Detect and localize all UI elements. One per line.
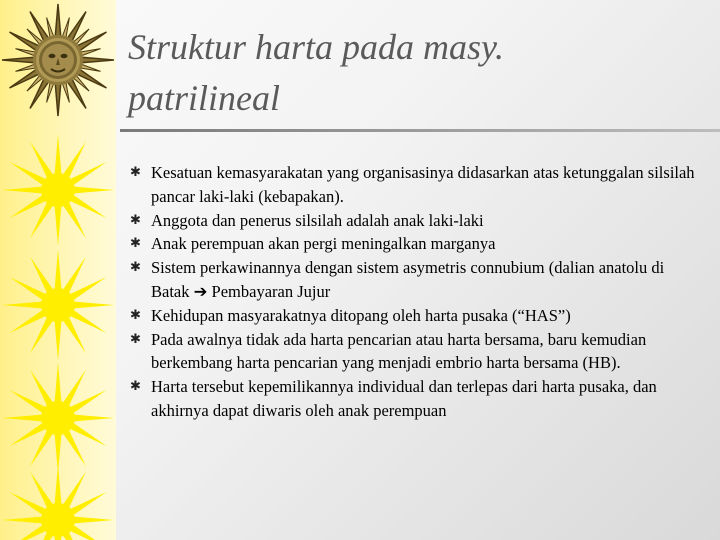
sun-icon bbox=[2, 464, 114, 540]
bullet-item bbox=[130, 232, 700, 256]
bullet-text: Anak perempuan akan pergi meningalkan marganya bbox=[151, 234, 496, 254]
asterisk-bullet-icon: ✱ bbox=[130, 212, 141, 228]
asterisk-bullet-icon: ✱ bbox=[130, 379, 141, 395]
title-divider bbox=[120, 129, 720, 132]
decorative-sidebar bbox=[0, 0, 116, 540]
asterisk-bullet-icon: ✱ bbox=[130, 307, 141, 323]
sun-face-icon bbox=[2, 4, 114, 116]
asterisk-bullet-icon: ✱ bbox=[130, 260, 141, 276]
slide-title bbox=[128, 22, 698, 124]
sun-decorations bbox=[0, 0, 116, 540]
bullet-list bbox=[130, 161, 700, 423]
bullet-item bbox=[130, 375, 700, 423]
asterisk-bullet-icon: ✱ bbox=[130, 165, 141, 180]
slide-title-line-1: Struktur harta pada masy. bbox=[128, 27, 505, 67]
bullet-item bbox=[130, 256, 700, 304]
sun-icon bbox=[2, 249, 114, 361]
bullet-text: Pada awalnya tidak ada harta pencarian atau harta bersama, baru kemudian berkembang harta pencarian yang menjadi embrio harta bersama (HB). bbox=[151, 329, 647, 373]
bullet-text: Harta tersebut kepemilikannya individual dan terlepas dari harta pusaka, dan akhirnya dapat diwaris oleh anak perempuan bbox=[151, 377, 657, 420]
bullet-text: Sistem perkawinannya dengan sistem asymetris connubium (dalian anatolu di Batak ➔ Pembayaran Jujur bbox=[151, 258, 665, 301]
asterisk-bullet-icon: ✱ bbox=[130, 331, 141, 347]
bullet-item bbox=[130, 161, 700, 209]
bullet-item bbox=[130, 304, 700, 328]
sun-icon bbox=[2, 134, 114, 246]
bullet-item bbox=[130, 328, 700, 376]
asterisk-bullet-icon: ✱ bbox=[130, 236, 141, 252]
bullet-text: Kesatuan kemasyarakatan yang organisasinya didasarkan atas ketunggalan silsilah pancar laki-laki (kebapakan). bbox=[151, 163, 695, 206]
bullet-text: Anggota dan penerus silsilah adalah anak laki-laki bbox=[151, 210, 484, 230]
slide-title-line-2: patrilineal bbox=[128, 78, 280, 118]
bullet-item bbox=[130, 209, 700, 233]
sun-icon bbox=[2, 362, 114, 474]
bullet-text: Kehidupan masyarakatnya ditopang oleh harta pusaka (“HAS”) bbox=[151, 305, 571, 325]
